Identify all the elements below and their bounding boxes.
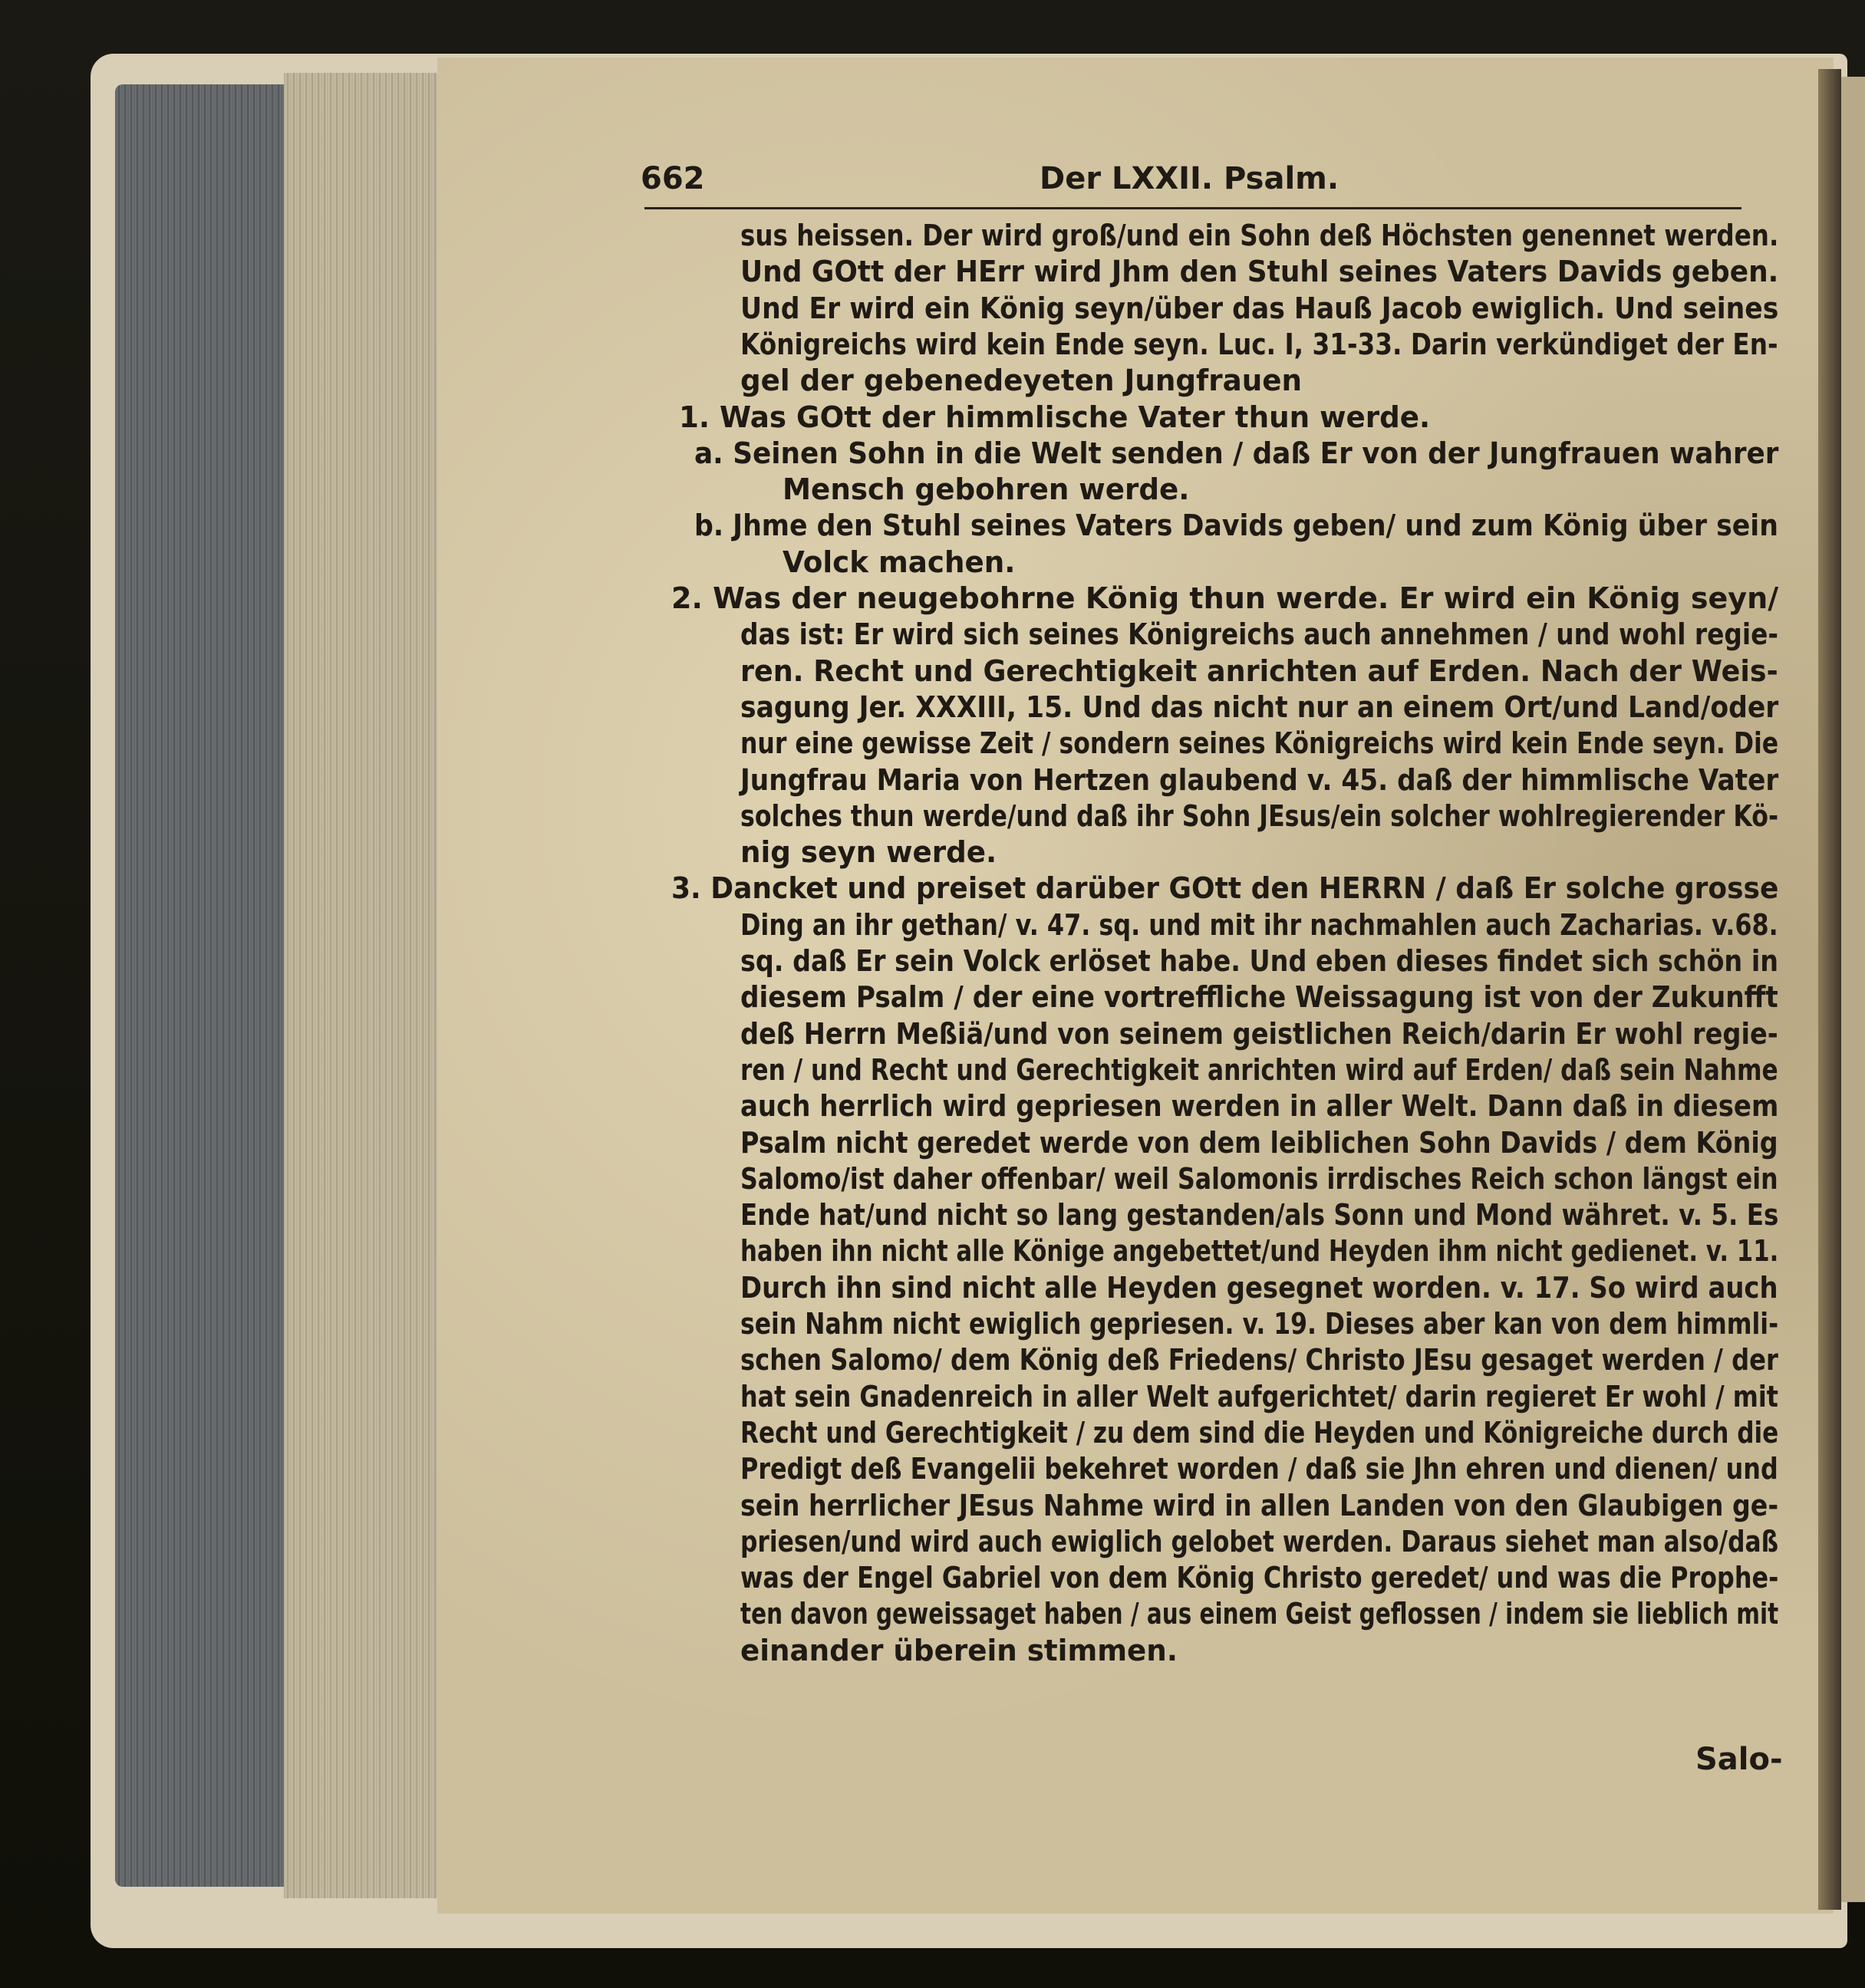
text-line: sein herrlicher JEsus Nahme wird in allen Landen von den Glaubigen ge- — [740, 1488, 1779, 1522]
facing-page-edge — [1841, 77, 1865, 1902]
text-line: deß Herrn Meßiä/und von seinem geistlichen Reich/darin Er wohl regie- — [740, 1016, 1778, 1051]
text-line: schen Salomo/ dem König deß Friedens/ Christo JEsu gesaget werden / der — [740, 1343, 1778, 1377]
text-line: ren / und Recht und Gerechtigkeit anrichten wird auf Erden/ daß sein Nahme — [740, 1052, 1778, 1087]
page-header — [641, 159, 1738, 199]
text-line: Und GOtt der HErr wird Jhm den Stuhl seines Vaters Davids geben. — [740, 255, 1779, 289]
text-line: Psalm nicht geredet werde von dem leiblichen Sohn Davids / dem König — [740, 1125, 1778, 1160]
text-line: Und Er wird ein König seyn/über das Hauß Jacob ewiglich. Und seines — [740, 291, 1779, 325]
text-line: Recht und Gerechtigkeit / zu dem sind die Heyden und Königreiche durch die — [740, 1415, 1779, 1450]
text-line: 3. Dancket und preiset darüber GOtt den HERRN / daß Er solche grosse — [671, 871, 1779, 906]
text-line: einander überein stimmen. — [740, 1633, 1178, 1667]
text-line: Ende hat/und nicht so lang gestanden/als Sonn und Mond währet. v. 5. Es — [740, 1198, 1779, 1233]
text-line: gel der gebenedeyeten Jungfrauen — [740, 364, 1302, 398]
text-line: das ist: Er wird sich seines Königreichs auch annehmen / und wohl regie- — [740, 617, 1778, 652]
text-line: Volck machen. — [783, 545, 1016, 579]
text-line: hat sein Gnadenreich in aller Welt aufgerichtet/ darin regieret Er wohl / mit — [740, 1379, 1778, 1414]
text-line: diesem Psalm / der eine vortreffliche Weissagung ist von der Zukunfft — [740, 980, 1778, 1015]
text-line: sq. daß Er sein Volck erlöset habe. Und eben dieses findet sich schön in — [740, 944, 1779, 978]
text-line: b. Jhme den Stuhl seines Vaters Davids geben/ und zum König über sein — [694, 509, 1778, 543]
text-line: nig seyn werde. — [740, 835, 997, 870]
text-line: Predigt deß Evangelii bekehret worden / daß sie Jhn ehren und dienen/ und — [740, 1452, 1778, 1486]
text-line: 1. Was GOtt der himmlische Vater thun werde. — [679, 400, 1431, 434]
page-edges-light — [284, 73, 437, 1898]
catchword: Salo- — [1695, 1742, 1783, 1777]
text-line: haben ihn nicht alle Könige angebettet/und Heyden ihm nicht gedienet. v. 11. — [740, 1234, 1779, 1269]
text-line: ten davon geweissaget haben / aus einem Geist geflossen / indem sie lieblich mit — [740, 1597, 1779, 1631]
text-line: ren. Recht und Gerechtigkeit anrichten auf Erden. Nach der Weis- — [740, 653, 1778, 688]
text-line: solches thun werde/und daß ihr Sohn JEsus/ein solcher wohlregierender Kö- — [740, 798, 1779, 833]
text-line: Königreichs wird kein Ende seyn. Luc. I, 31-33. Darin verkündiget der En- — [740, 327, 1778, 361]
text-line: sus heissen. Der wird groß/und ein Sohn deß Höchsten genennet werden. — [740, 219, 1779, 252]
text-line: Mensch gebohren werde. — [783, 472, 1190, 507]
text-line: priesen/und wird auch ewiglich gelobet werden. Daraus siehet man also/daß — [740, 1524, 1779, 1558]
text-line: Salomo/ist daher offenbar/ weil Salomonis irrdisches Reich schon längst ein — [740, 1161, 1778, 1196]
text-line: Ding an ihr gethan/ v. 47. sq. und mit ihr nachmahlen auch Zacharias. v.68. — [740, 907, 1778, 942]
running-title: Der LXXII. Psalm. — [1040, 161, 1339, 196]
text-line: Durch ihn sind nicht alle Heyden gesegnet worden. v. 17. So wird auch — [740, 1270, 1778, 1305]
text-line: sagung Jer. XXXIII, 15. Und das nicht nur an einem Ort/und Land/oder — [740, 690, 1779, 724]
text-line: auch herrlich wird gepriesen werden in aller Welt. Dann daß in diesem — [740, 1089, 1779, 1124]
text-line: was der Engel Gabriel von dem König Christo geredet/ und was die Prophe- — [740, 1561, 1779, 1595]
text-line: Jungfrau Maria von Hertzen glaubend v. 45. daß der himmlische Vater — [740, 762, 1779, 797]
header-rule — [644, 207, 1741, 209]
text-line: a. Seinen Sohn in die Welt senden / daß Er von der Jungfrauen wahrer — [694, 436, 1779, 470]
text-line: nur eine gewisse Zeit / sondern seines Königreichs wird kein Ende seyn. Die — [740, 726, 1779, 761]
page-number: 662 — [641, 161, 705, 196]
text-line: 2. Was der neugebohrne König thun werde. Er wird ein König seyn/ — [671, 581, 1779, 615]
book-gutter — [1818, 69, 1841, 1910]
text-line: sein Nahm nicht ewiglich gepriesen. v. 19. Dieses aber kan von dem himmli- — [740, 1307, 1779, 1341]
